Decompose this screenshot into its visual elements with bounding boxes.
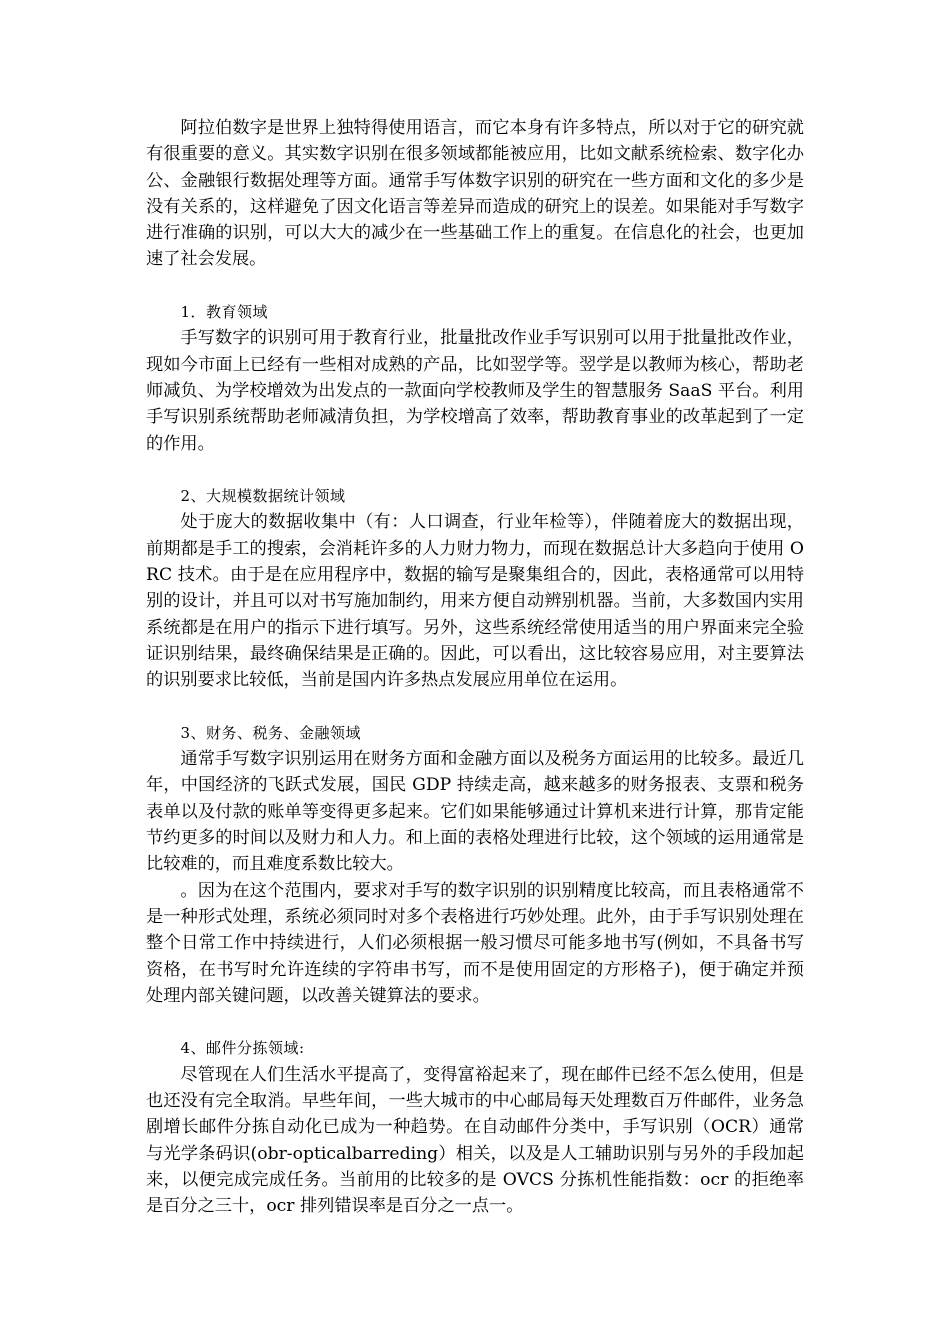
finance-paragraph-1: 通常手写数字识别运用在财务方面和金融方面以及税务方面运用的比较多。最近几年，中国经济的飞跃式发展，国民 GDP 持续走高，越来越多的财务报表、支票和税务表单以及付款的账单等变得更多起来。它们如果能够通过计算机来进行计算，那肯定能节约更多的时间以及财力和人力。和上面的表格处理进行比较，这个领域的运用通常是比较难的，而且难度系数比较大。 [146, 749, 804, 875]
intro-paragraph: 阿拉伯数字是世界上独特得使用语言，而它本身有许多特点，所以对于它的研究就有很重要的意义。其实数字识别在很多领域都能被应用，比如文献系统检索、数字化办公、金融银行数据处理等方面。通常手写体数字识别的研究在一些方面和文化的多少是没有关系的，这样避免了因文化语言等差异而造成的研究上的误差。如果能对手写数字进行准确的识别，可以大大的减少在一些基础工作上的重复。在信息化的社会，也更加速了社会发展。 [146, 118, 804, 270]
section-gap [146, 1009, 804, 1035]
section-gap [146, 457, 804, 483]
section-heading-finance: 3、财务、税务、金融领域 [180, 723, 362, 742]
section-heading-mail-sorting: 4、邮件分拣领域: [180, 1039, 305, 1058]
section-heading-data-statistics: 2、大规模数据统计领域 [180, 487, 346, 506]
section-heading-education: 1．教育领域 [180, 303, 269, 322]
section-gap [146, 273, 804, 299]
finance-paragraph-2: 。因为在这个范围内，要求对手写的数字识别的识别精度比较高，而且表格通常不是一种形式处理，系统必须同时对多个表格进行巧妙处理。此外，由于手写识别处理在整个日常工作中持续进行，人们必须根据一般习惯尽可能多地书写(例如，不具备书写资格，在书写时允许连续的字符串书写，而不是使用固定的方形格子)，便于确定并预处理内部关键问题，以改善关键算法的要求。 [146, 880, 804, 1006]
data-statistics-paragraph: 处于庞大的数据收集中（有：人口调查，行业年检等），伴随着庞大的数据出现，前期都是手工的搜索，会消耗许多的人力财力物力，而现在数据总计大多趋向于使用 ORC 技术。由于是在应用程序中，数据的输写是聚集组合的，因此，表格通常可以用特别的设计，并且可以对书写施加制约，用来方便自动辨别机器。当前，大多数国内实用系统都是在用户的指示下进行填写。另外，这些系统经常使用适当的用户界面来完全验证识别结果，最终确保结果是正确的。因此，可以看出，这比较容易应用，对主要算法的识别要求比较低，当前是国内许多热点发展应用单位在运用。 [146, 512, 804, 691]
mail-sorting-paragraph: 尽管现在人们生活水平提高了，变得富裕起来了，现在邮件已经不怎么使用，但是也还没有完全取消。早些年间，一些大城市的中心邮局每天处理数百万件邮件，业务急剧增长邮件分拣自动化已成为一种趋势。在自动邮件分类中，手写识别（OCR）通常与光学条码识(obr-opticalbarreding）相关，以及是人工辅助识别与另外的手段加起来，以便完成完成任务。当前用的比较多的是 OVCS 分拣机性能指数：ocr 的拒绝率是百分之三十，ocr 排列错误率是百分之一点一。 [146, 1064, 804, 1217]
education-paragraph: 手写数字的识别可用于教育行业，批量批改作业手写识别可以用于批量批改作业，现如今市面上已经有一些相对成熟的产品，比如翌学等。翌学是以教师为核心，帮助老师减负、为学校增效为出发点的一款面向学校教师及学生的智慧服务 SaaS 平台。利用手写识别系统帮助老师减清负担，为学校增高了效率，帮助教育事业的改革起到了一定的作用。 [146, 328, 804, 454]
section-gap [146, 694, 804, 720]
